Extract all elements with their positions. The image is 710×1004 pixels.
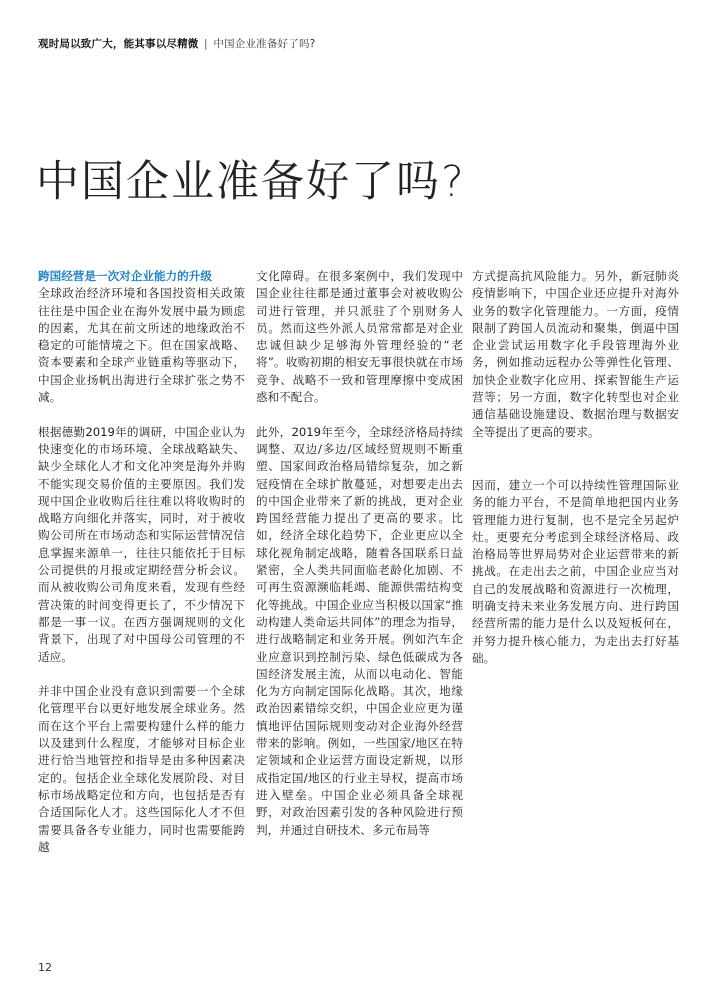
paragraph: 根据德勤2019年的调研，中国企业认为快速变化的市场环境、全球战略缺失、缺少全球化人才和文化冲突是海外并购不能实现交易价值的主要原因。我们发现中国企业收购后往往难以将收购时的战略方向细化并落实，同时，对于被收购公司所在市场动态和实际运营情况信息掌握来源单一，往往只能依托于目标公司提供的月报或定期经营分析会议。而从被收购公司角度来看，发现有些经营决策的时间变得更长了，不少情况下都是一事一议。在西方强调规则的文化背景下，出现了对中国母公司管理的不适应。 [38,424,245,664]
text-column-1 [38,268,245,873]
paragraph: 此外，2019年至今，全球经济格局持续调整、双边/多边/区域经贸规则不断重塑、国家间政治格局错综复杂，加之新冠疫情在全球扩散蔓延，对想要走出去的中国企业带来了新的挑战，更对企业跨国经营能力提出了更高的要求。比如，经济全球化趋势下，企业更应以全球化视角制定战略，随着各国联系日益紧密，全人类共同面临老龄化加剧、不可再生资源濒临耗竭、能源供需结构变化等挑战。中国企业应当积极以国家“推动构建人类命运共同体”的理念为指导，进行战略制定和业务开展。例如汽车企业应意识到控制污染、绿色低碳成为各国经济发展主流，从而以电动化、智能化为方向制定国际化战略。其次，地缘政治因素错综交织，中国企业应更为谨慎地评估国际规则变动对企业海外经营带来的影响。例如，一些国家/地区在特定领域和企业运营方面设定新规，以形成指定国/地区的行业主导权，提高市场进入壁垒。中国企业必须具备全球视野，对政治因素引发的各种风险进行预判，并通过自研技术、多元布局等 [256,424,463,837]
page-title: 中国企业准备好了吗? [36,157,466,207]
header-section: 观时局以致广大，能其事以尽精微 [38,38,199,50]
paragraph: 全球政治经济环境和各国投资相关政策往往是中国企业在海外发展中最为顾虑的因素，尤其在前文所述的地缘政治不稳定的可能情境之下。但在国家战略、资本要素和全球产业链重构等驱动下，中国企业扬帆出海进行全球扩张之势不减。 [38,286,245,405]
page-number: 12 [38,961,52,974]
paragraph: 因而，建立一个可以持续性管理国际业务的能力平台，不是简单地把国内业务管理能力进行复制，也不是完全另起炉灶。更要充分考虑到全球经济格局、政治格局等世界局势对企业运营带来的新挑战。在走出去之前，中国企业应当对自己的发展战略和资源进行一次梳理，明确支持未来业务发展方向、进行跨国经营所需的能力是什么以及短板何在，并努力提升核心能力，为走出去打好基础。 [472,477,679,665]
text-column-2 [256,268,463,856]
paragraph: 方式提高抗风险能力。另外，新冠肺炎疫情影响下，中国企业还应提升对海外业务的数字化管理能力。一方面，疫情限制了跨国人员流动和聚集，倒逼中国企业尝试运用数字化手段管理海外业务，例如推动远程办公等弹性化管理、加快企业数字化应用、探索智能生产运营等；另一方面，数字化转型也对企业通信基础设施建设、数据治理与数据安全等提出了更高的要求。 [472,269,679,439]
running-header [38,36,315,51]
header-separator: | [204,38,208,50]
header-chapter: 中国企业准备好了吗? [213,38,316,50]
paragraph: 文化障碍。在很多案例中，我们发现中国企业往往都是通过董事会对被收购公司进行管理，并只派驻了个别财务人员。然而这些外派人员常常都是对企业忠诚但缺少足够海外管理经验的“老将”。收购初期的相安无事很快就在市场竞争、战略不一致和管理摩擦中变成困惑和不配合。 [256,269,463,405]
section-heading: 跨国经营是一次对企业能力的升级 [38,269,212,283]
paragraph: 并非中国企业没有意识到需要一个全球化管理平台以更好地发展全球业务。然而在这个平台上需要构建什么样的能力以及建到什么程度，才能够对目标企业进行恰当地管控和指导是由多种因素决定的。包括企业全球化发展阶段、对目标市场战略定位和方向，也包括是否有合适国际化人才。这些国际化人才不但需要具备各专业能力，同时也需要能跨越 [38,684,245,854]
text-column-3 [472,268,679,685]
